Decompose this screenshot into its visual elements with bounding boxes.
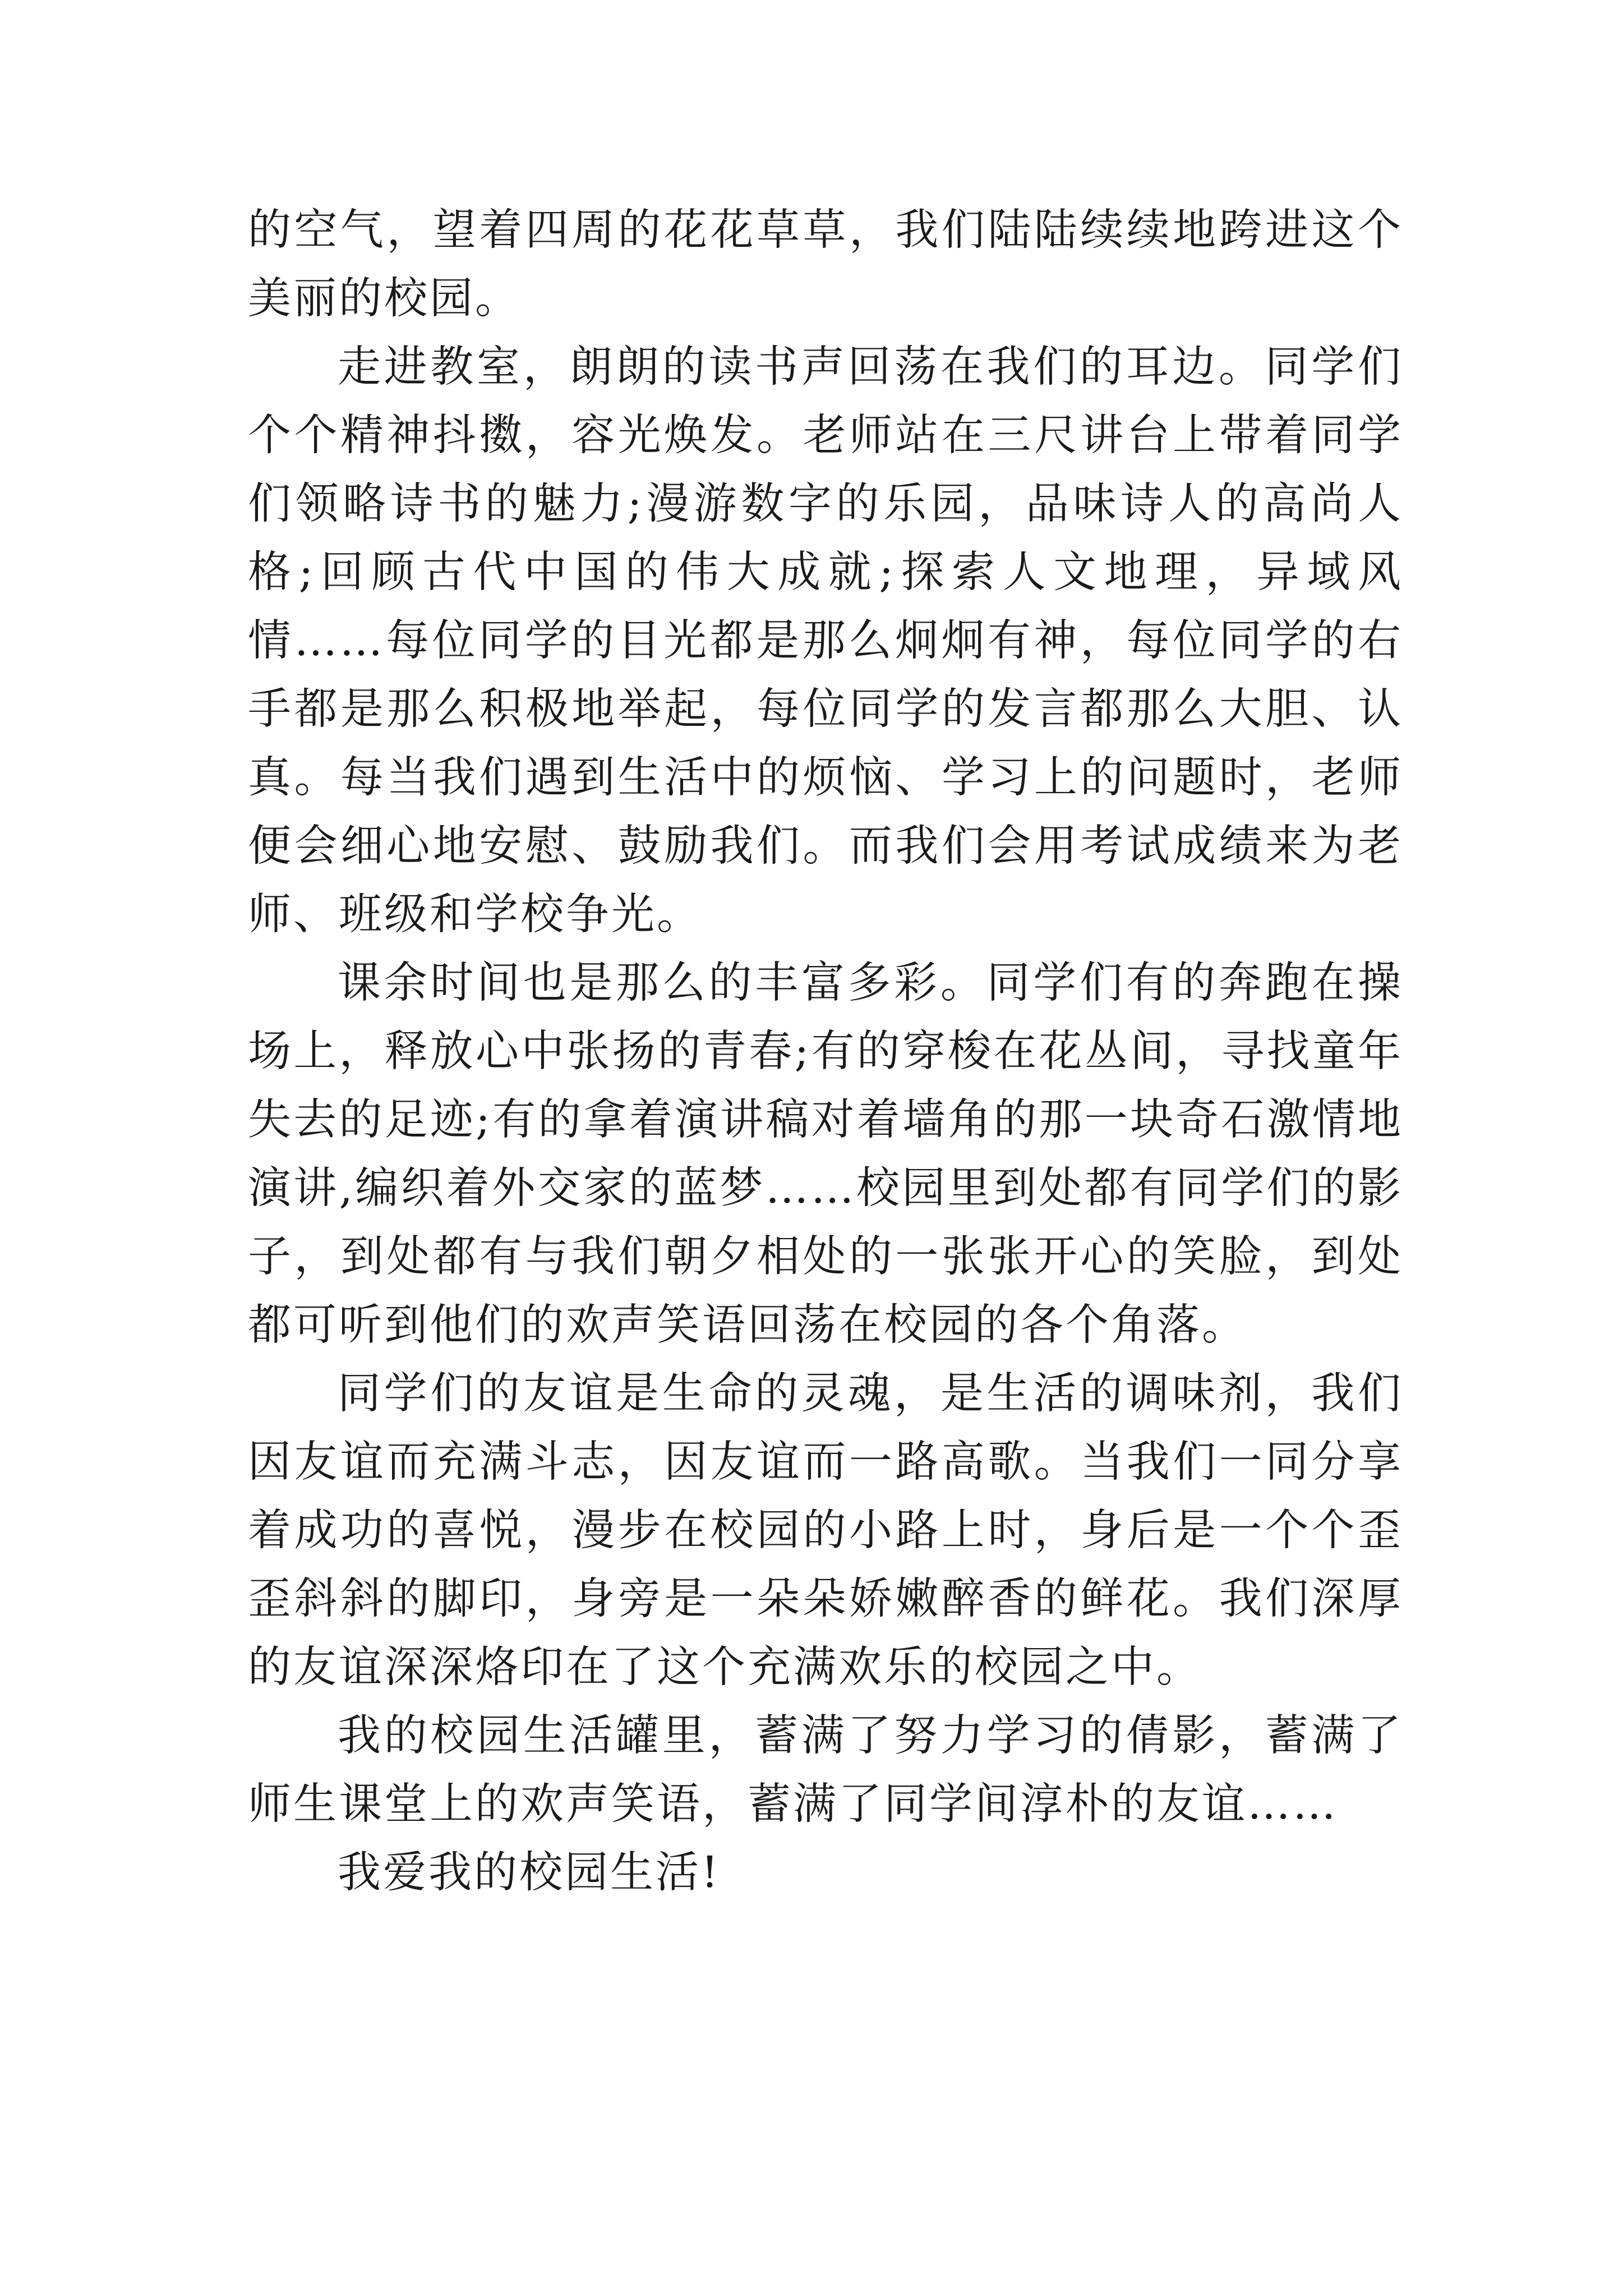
paragraph-continuation: 的空气，望着四周的花花草草，我们陆陆续续地跨进这个美丽的校园。 — [248, 205, 1403, 324]
paragraph-summary: 我的校园生活罐里，蓄满了努力学习的倩影，蓄满了师生课堂上的欢声笑语，蓄满了同学间淳朴的友谊…… — [248, 1711, 1403, 1829]
paragraph-friendship: 同学们的友谊是生命的灵魂，是生活的调味剂，我们因友谊而充满斗志，因友谊而一路高歌。当我们一同分享着成功的喜悦，漫步在校园的小路上时，身后是一个个歪歪斜斜的脚印，身旁是一朵朵娇嫩醉香的鲜花。我们深厚的友谊深深烙印在了这个充满欢乐的校园之中。 — [248, 1369, 1403, 1692]
paragraph-after-class: 课余时间也是那么的丰富多彩。同学们有的奔跑在操场上，释放心中张扬的青春;有的穿梭在花丛间，寻找童年失去的足迹;有的拿着演讲稿对着墙角的那一块奇石激情地演讲,编织着外交家的蓝梦……校园里到处都有同学们的影子，到处都有与我们朝夕相处的一张张开心的笑脸，到处都可听到他们的欢声笑语回荡在校园的各个角落。 — [248, 958, 1403, 1350]
paragraph-classroom: 走进教室，朗朗的读书声回荡在我们的耳边。同学们个个精神抖擞，容光焕发。老师站在三尺讲台上带着同学们领略诗书的魅力;漫游数字的乐园，品味诗人的高尚人格;回顾古代中国的伟大成就;探索人文地理，异域风情……每位同学的目光都是那么炯炯有神，每位同学的右手都是那么积极地举起，每位同学的发言都那么大胆、认真。每当我们遇到生活中的烦恼、学习上的问题时，老师便会细心地安慰、鼓励我们。而我们会用考试成绩来为老师、班级和学校争光。 — [248, 342, 1403, 940]
essay-body — [248, 196, 1403, 1907]
paragraph-closing: 我爱我的校园生活! — [338, 1848, 721, 1898]
